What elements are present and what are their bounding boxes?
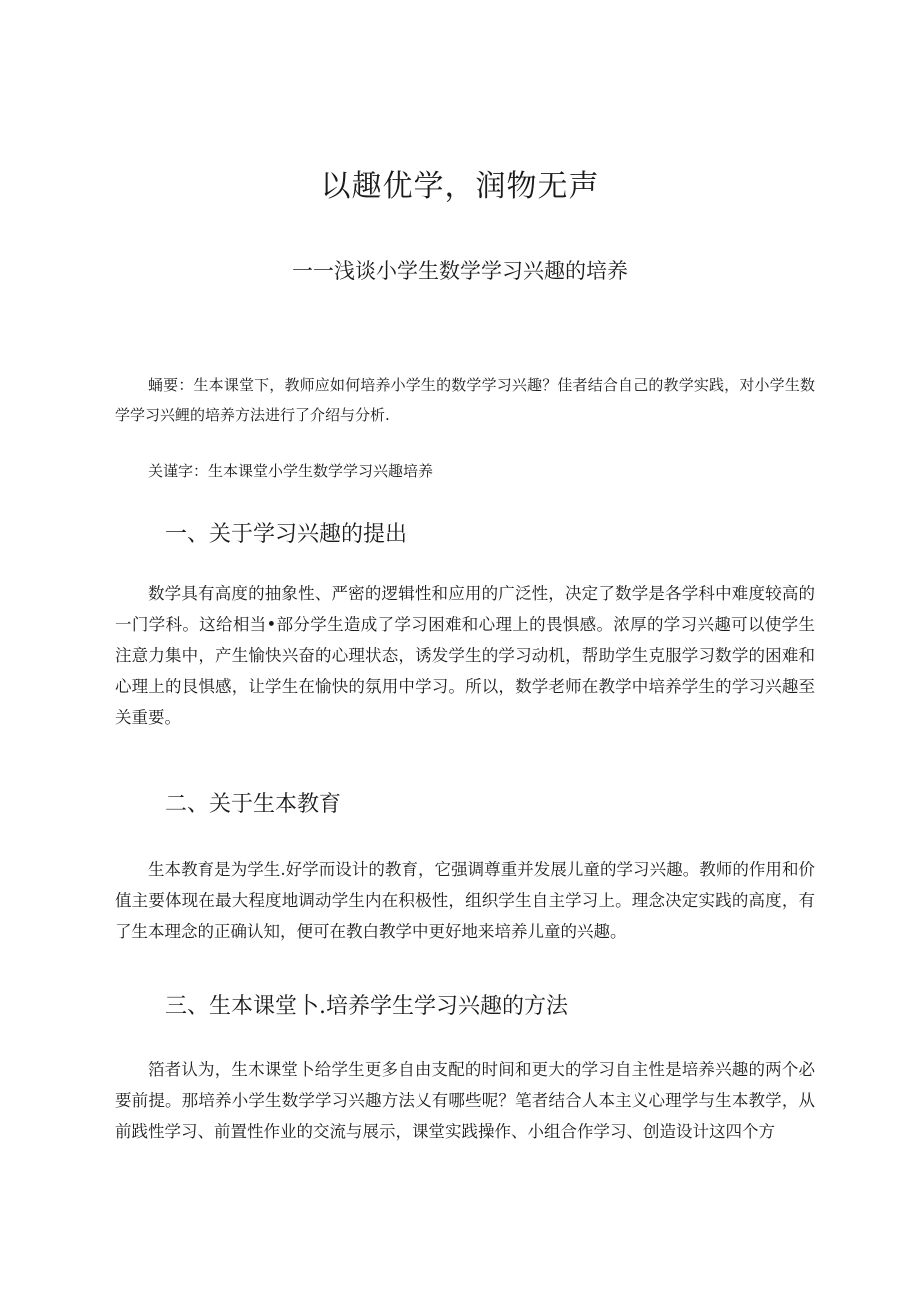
abstract-paragraph: 蛹要：生本课堂下，教师应如何培养小学生的数学学习兴趣？佳者结合自己的教学实践，对小学生数学学习兴鲤的培养方法进行了介绍与分析. — [115, 376, 815, 424]
section-heading-3: 三、生本课堂卜.培养学生学习兴趣的方法 — [165, 994, 568, 1019]
section-heading-2: 二、关于生本教育 — [165, 792, 342, 817]
document-subtitle: 一一浅谈小学生数学学习兴趣的培养 — [292, 259, 628, 283]
keywords-line: 关谨字：生本课堂小学生数学学习兴趣培养 — [148, 462, 434, 480]
section-body-2: 生本教育是为学生.好学而设计的教育，它强调尊重并发展儿童的学习兴趣。教师的作用和价值主要体现在最大程度地调动学生内在积极性，组织学生自主学习上。理念决定实践的高度，有了生本理念的正确认知，便可在教白教学中更好地来培养儿童的兴趣。 — [115, 860, 815, 941]
section-heading-1: 一、关于学习兴趣的提出 — [165, 522, 408, 547]
document-title: 以趣优学，润物无声 — [320, 169, 600, 204]
section-body-3: 箔者认为，生木课堂卜给学生更多自由支配的时间和更大的学习自主性是培养兴趣的两个必要前提。那培养小学生数学学习兴趣方法乂有哪些呢？笔者结合人本主义心理学与生本教学，从前践性学习、前置性作业的交流与展示，课堂实践操作、小组合作学习、创造设计这四个方 — [115, 1060, 815, 1141]
section-body-1: 数学具有高度的抽象性、严密的逻辑性和应用的广泛性，决定了数学是各学科中难度较高的一门学科。这给相当•部分学生造成了学习困难和心理上的畏惧感。浓厚的学习兴趣可以使学生注意力集中，产生愉快兴奋的心理状态，诱发学生的学习动机，帮助学生克服学习数学的困难和心理上的艮惧感，让学生在愉快的氛用中学习。所以，数学老师在教学中培养学生的学习兴趣至关重要。 — [115, 584, 815, 727]
